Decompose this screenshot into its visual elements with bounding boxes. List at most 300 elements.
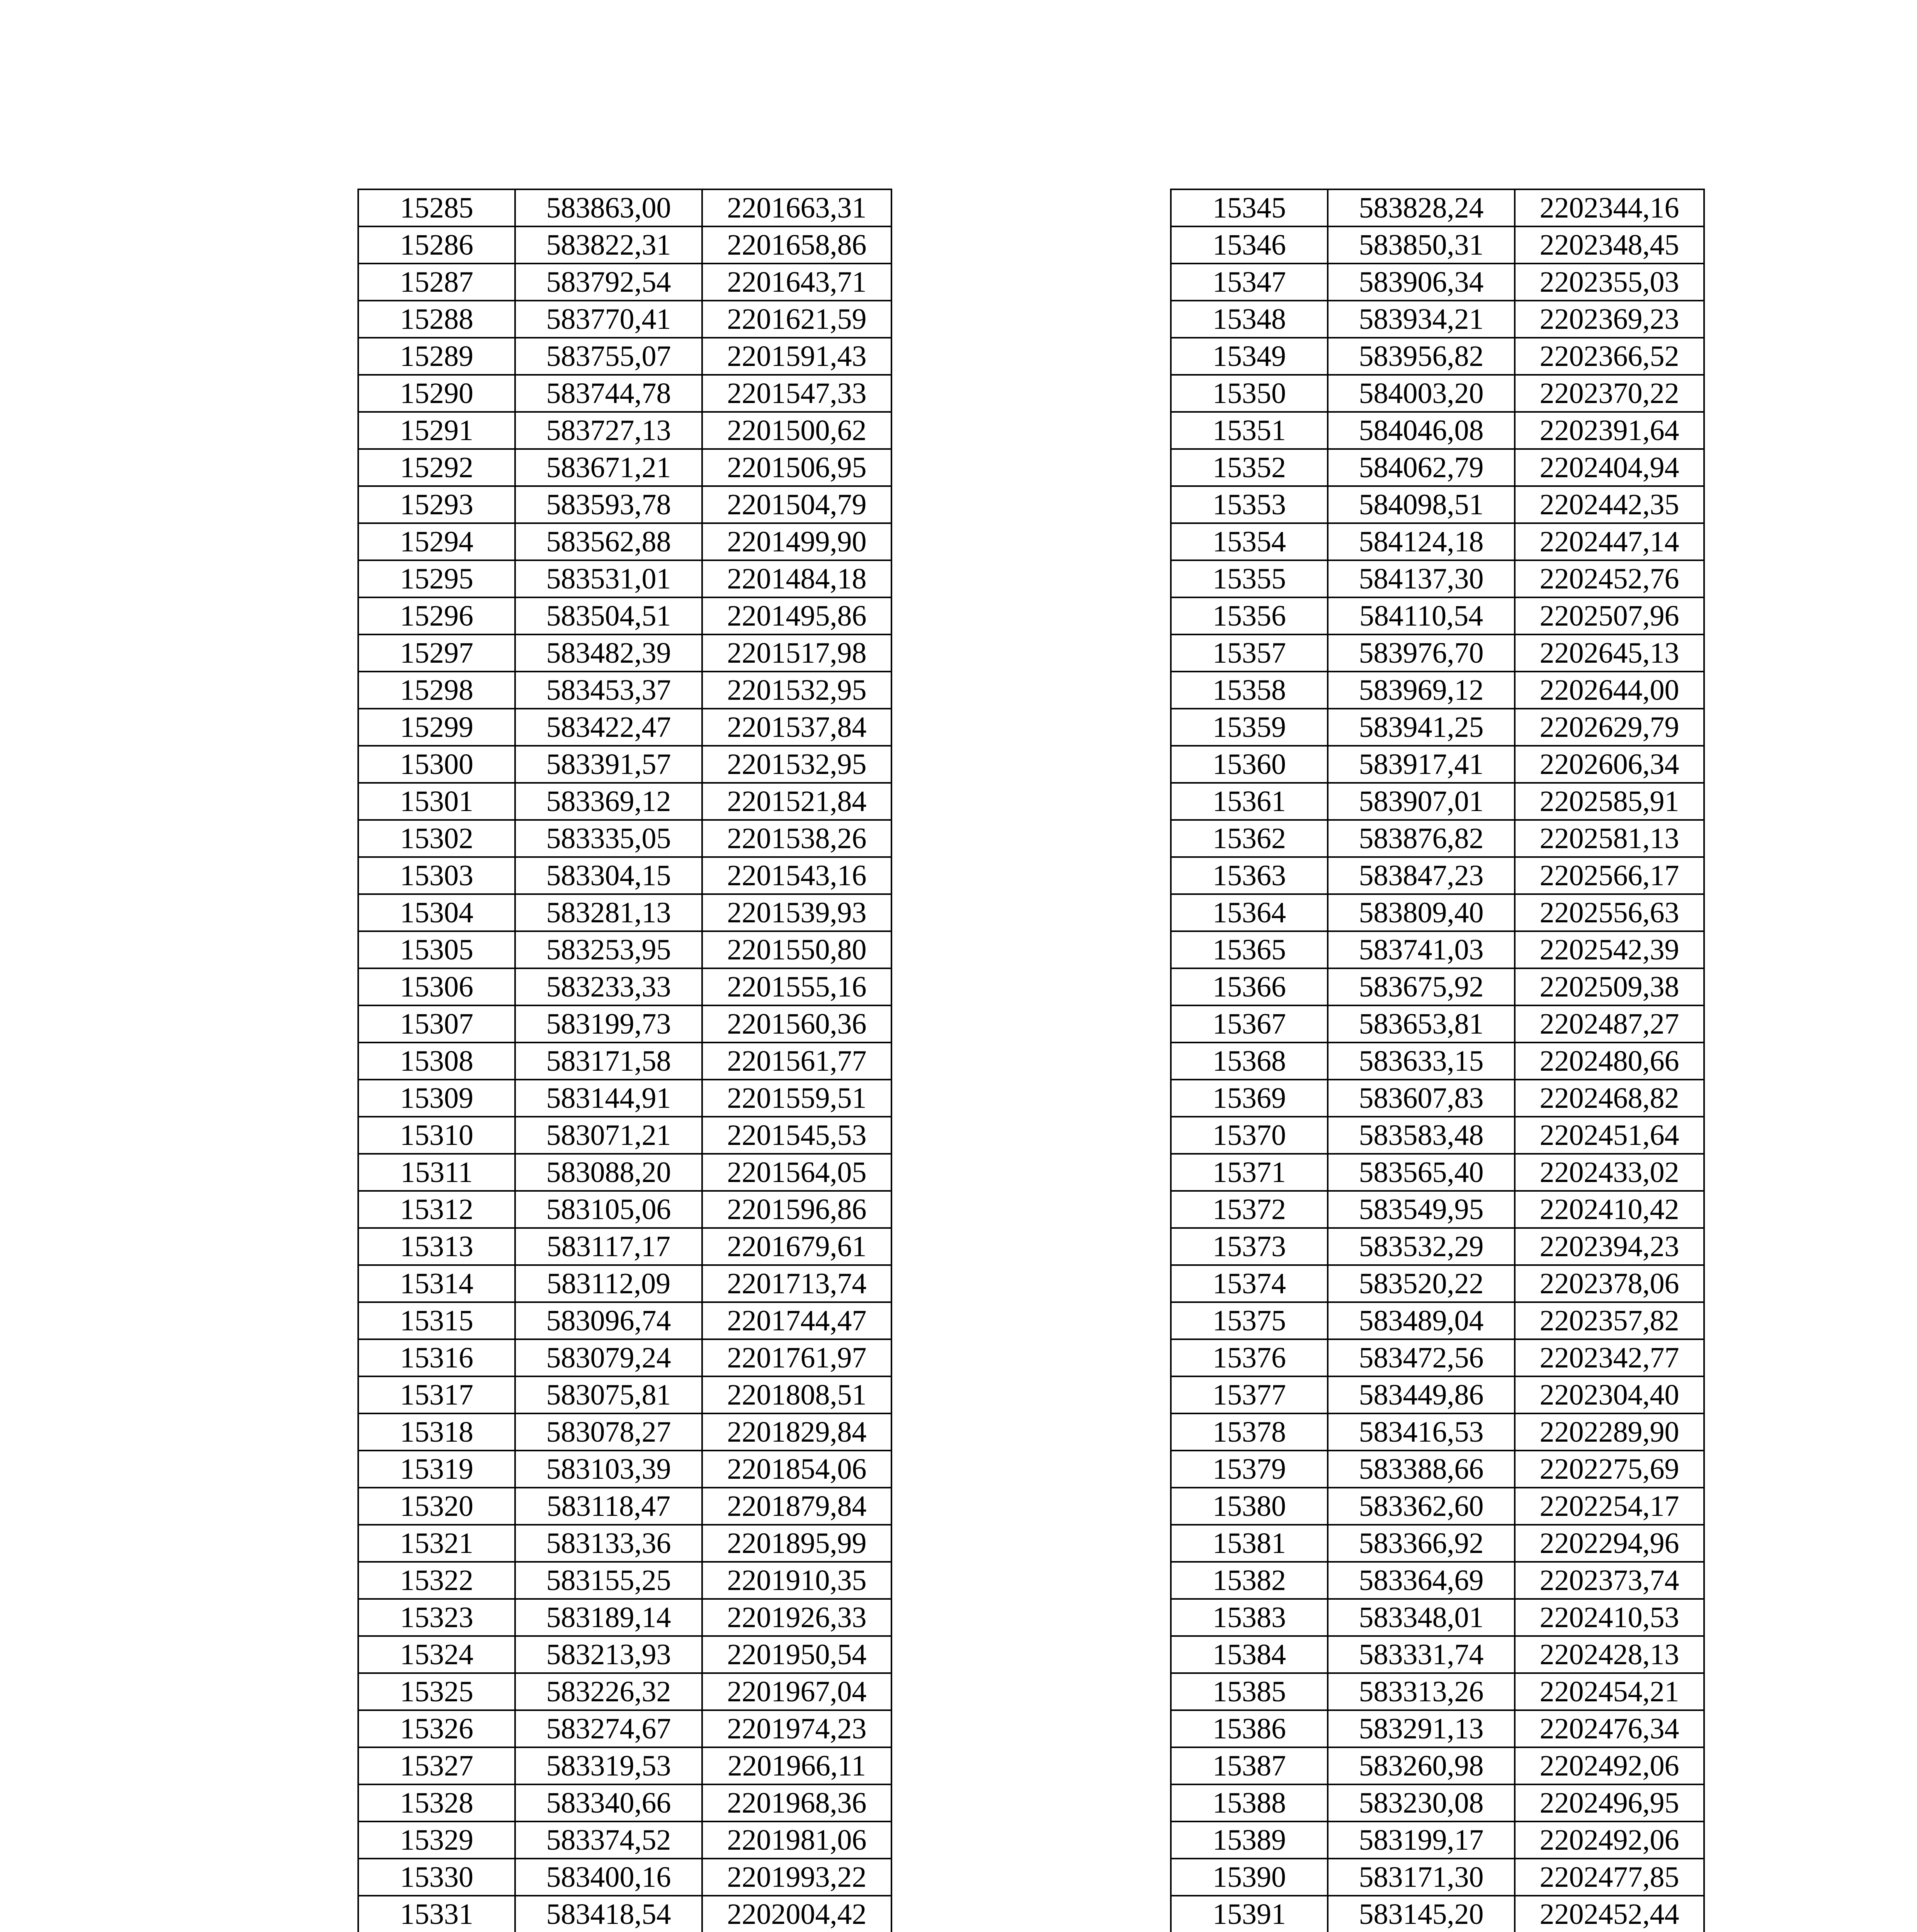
x-coordinate-cell: 583145,20 (1328, 1896, 1515, 1932)
point-number-cell: 15370 (1171, 1117, 1328, 1154)
y-coordinate-cell: 2201564,05 (702, 1154, 891, 1191)
y-coordinate-cell: 2201545,53 (702, 1117, 891, 1154)
x-coordinate-cell: 584046,08 (1328, 412, 1515, 449)
table-row (358, 375, 891, 412)
table-row (1171, 709, 1704, 746)
point-number-cell: 15349 (1171, 338, 1328, 375)
table-row (358, 1265, 891, 1302)
x-coordinate-cell: 583171,30 (1328, 1859, 1515, 1896)
table-row (358, 189, 891, 226)
x-coordinate-cell: 583260,98 (1328, 1747, 1515, 1784)
x-coordinate-cell: 583906,34 (1328, 264, 1515, 301)
y-coordinate-cell: 2202496,95 (1515, 1784, 1704, 1821)
x-coordinate-cell: 583744,78 (515, 375, 702, 412)
x-coordinate-cell: 583117,17 (515, 1228, 702, 1265)
x-coordinate-cell: 583133,36 (515, 1525, 702, 1562)
coordinates-table-left-body (358, 189, 891, 1932)
point-number-cell: 15372 (1171, 1191, 1328, 1228)
point-number-cell: 15365 (1171, 931, 1328, 968)
y-coordinate-cell: 2201591,43 (702, 338, 891, 375)
y-coordinate-cell: 2202629,79 (1515, 709, 1704, 746)
point-number-cell: 15387 (1171, 1747, 1328, 1784)
point-number-cell: 15359 (1171, 709, 1328, 746)
x-coordinate-cell: 583418,54 (515, 1896, 702, 1932)
table-row (358, 1043, 891, 1080)
y-coordinate-cell: 2202370,22 (1515, 375, 1704, 412)
y-coordinate-cell: 2202476,34 (1515, 1710, 1704, 1747)
x-coordinate-cell: 583171,58 (515, 1043, 702, 1080)
table-row (358, 1636, 891, 1673)
point-number-cell: 15352 (1171, 449, 1328, 486)
table-row (358, 1859, 891, 1896)
point-number-cell: 15294 (358, 523, 515, 560)
table-row (1171, 486, 1704, 523)
x-coordinate-cell: 584124,18 (1328, 523, 1515, 560)
point-number-cell: 15330 (358, 1859, 515, 1896)
y-coordinate-cell: 2201560,36 (702, 1005, 891, 1043)
y-coordinate-cell: 2201744,47 (702, 1302, 891, 1339)
y-coordinate-cell: 2201499,90 (702, 523, 891, 560)
x-coordinate-cell: 584137,30 (1328, 560, 1515, 597)
table-row (358, 709, 891, 746)
x-coordinate-cell: 583281,13 (515, 894, 702, 931)
point-number-cell: 15318 (358, 1413, 515, 1451)
y-coordinate-cell: 2202404,94 (1515, 449, 1704, 486)
x-coordinate-cell: 583504,51 (515, 597, 702, 634)
coordinates-table-left (357, 189, 892, 1932)
y-coordinate-cell: 2202378,06 (1515, 1265, 1704, 1302)
table-row (1171, 375, 1704, 412)
y-coordinate-cell: 2202289,90 (1515, 1413, 1704, 1451)
point-number-cell: 15347 (1171, 264, 1328, 301)
y-coordinate-cell: 2201713,74 (702, 1265, 891, 1302)
point-number-cell: 15388 (1171, 1784, 1328, 1821)
table-row (358, 1005, 891, 1043)
point-number-cell: 15322 (358, 1562, 515, 1599)
table-row (358, 1896, 891, 1932)
point-number-cell: 15367 (1171, 1005, 1328, 1043)
x-coordinate-cell: 583449,86 (1328, 1376, 1515, 1413)
y-coordinate-cell: 2201532,95 (702, 746, 891, 783)
x-coordinate-cell: 583071,21 (515, 1117, 702, 1154)
x-coordinate-cell: 583416,53 (1328, 1413, 1515, 1451)
x-coordinate-cell: 583607,83 (1328, 1080, 1515, 1117)
y-coordinate-cell: 2201993,22 (702, 1859, 891, 1896)
point-number-cell: 15366 (1171, 968, 1328, 1005)
table-row (1171, 1525, 1704, 1562)
x-coordinate-cell: 583096,74 (515, 1302, 702, 1339)
x-coordinate-cell: 583562,88 (515, 523, 702, 560)
table-row (1171, 783, 1704, 820)
point-number-cell: 15373 (1171, 1228, 1328, 1265)
table-row (358, 301, 891, 338)
x-coordinate-cell: 583755,07 (515, 338, 702, 375)
coordinates-table-right-body (1171, 189, 1704, 1932)
y-coordinate-cell: 2201679,61 (702, 1228, 891, 1265)
x-coordinate-cell: 583364,69 (1328, 1562, 1515, 1599)
x-coordinate-cell: 583489,04 (1328, 1302, 1515, 1339)
point-number-cell: 15292 (358, 449, 515, 486)
y-coordinate-cell: 2202509,38 (1515, 968, 1704, 1005)
point-number-cell: 15351 (1171, 412, 1328, 449)
x-coordinate-cell: 583253,95 (515, 931, 702, 968)
table-row (1171, 1302, 1704, 1339)
point-number-cell: 15297 (358, 634, 515, 672)
point-number-cell: 15355 (1171, 560, 1328, 597)
x-coordinate-cell: 583369,12 (515, 783, 702, 820)
x-coordinate-cell: 583549,95 (1328, 1191, 1515, 1228)
point-number-cell: 15293 (358, 486, 515, 523)
table-row (1171, 338, 1704, 375)
x-coordinate-cell: 583075,81 (515, 1376, 702, 1413)
table-row (358, 1413, 891, 1451)
y-coordinate-cell: 2201854,06 (702, 1451, 891, 1488)
point-number-cell: 15368 (1171, 1043, 1328, 1080)
x-coordinate-cell: 583532,29 (1328, 1228, 1515, 1265)
table-row (358, 523, 891, 560)
y-coordinate-cell: 2201926,33 (702, 1599, 891, 1636)
point-number-cell: 15358 (1171, 672, 1328, 709)
y-coordinate-cell: 2201550,80 (702, 931, 891, 968)
table-row (358, 672, 891, 709)
point-number-cell: 15290 (358, 375, 515, 412)
point-number-cell: 15354 (1171, 523, 1328, 560)
x-coordinate-cell: 583956,82 (1328, 338, 1515, 375)
table-row (1171, 1339, 1704, 1376)
y-coordinate-cell: 2201495,86 (702, 597, 891, 634)
y-coordinate-cell: 2202492,06 (1515, 1747, 1704, 1784)
x-coordinate-cell: 583453,37 (515, 672, 702, 709)
x-coordinate-cell: 583531,01 (515, 560, 702, 597)
table-row (358, 1525, 891, 1562)
table-row (1171, 1673, 1704, 1710)
point-number-cell: 15357 (1171, 634, 1328, 672)
point-number-cell: 15298 (358, 672, 515, 709)
point-number-cell: 15350 (1171, 375, 1328, 412)
y-coordinate-cell: 2202645,13 (1515, 634, 1704, 672)
table-row (358, 1673, 891, 1710)
table-row (358, 449, 891, 486)
table-row (1171, 1821, 1704, 1859)
x-coordinate-cell: 583230,08 (1328, 1784, 1515, 1821)
x-coordinate-cell: 583792,54 (515, 264, 702, 301)
point-number-cell: 15378 (1171, 1413, 1328, 1451)
table-row (1171, 1413, 1704, 1451)
point-number-cell: 15325 (358, 1673, 515, 1710)
x-coordinate-cell: 583340,66 (515, 1784, 702, 1821)
y-coordinate-cell: 2202556,63 (1515, 894, 1704, 931)
y-coordinate-cell: 2202644,00 (1515, 672, 1704, 709)
point-number-cell: 15383 (1171, 1599, 1328, 1636)
point-number-cell: 15320 (358, 1488, 515, 1525)
table-row (358, 1599, 891, 1636)
table-row (358, 1302, 891, 1339)
point-number-cell: 15382 (1171, 1562, 1328, 1599)
x-coordinate-cell: 583388,66 (1328, 1451, 1515, 1488)
x-coordinate-cell: 584098,51 (1328, 486, 1515, 523)
point-number-cell: 15289 (358, 338, 515, 375)
point-number-cell: 15291 (358, 412, 515, 449)
y-coordinate-cell: 2202294,96 (1515, 1525, 1704, 1562)
table-row (358, 1154, 891, 1191)
point-number-cell: 15377 (1171, 1376, 1328, 1413)
table-row (1171, 1376, 1704, 1413)
table-row (1171, 1747, 1704, 1784)
x-coordinate-cell: 583112,09 (515, 1265, 702, 1302)
point-number-cell: 15296 (358, 597, 515, 634)
table-row (358, 968, 891, 1005)
point-number-cell: 15316 (358, 1339, 515, 1376)
x-coordinate-cell: 583391,57 (515, 746, 702, 783)
table-row (1171, 523, 1704, 560)
coordinates-table-right (1170, 189, 1705, 1932)
y-coordinate-cell: 2201555,16 (702, 968, 891, 1005)
x-coordinate-cell: 583155,25 (515, 1562, 702, 1599)
y-coordinate-cell: 2201521,84 (702, 783, 891, 820)
y-coordinate-cell: 2202451,64 (1515, 1117, 1704, 1154)
table-row (358, 783, 891, 820)
table-row (1171, 412, 1704, 449)
y-coordinate-cell: 2201643,71 (702, 264, 891, 301)
point-number-cell: 15348 (1171, 301, 1328, 338)
table-row (358, 338, 891, 375)
point-number-cell: 15310 (358, 1117, 515, 1154)
table-row (1171, 1859, 1704, 1896)
y-coordinate-cell: 2201895,99 (702, 1525, 891, 1562)
point-number-cell: 15346 (1171, 226, 1328, 264)
x-coordinate-cell: 583078,27 (515, 1413, 702, 1451)
x-coordinate-cell: 583319,53 (515, 1747, 702, 1784)
x-coordinate-cell: 583079,24 (515, 1339, 702, 1376)
x-coordinate-cell: 583675,92 (1328, 968, 1515, 1005)
table-row (1171, 857, 1704, 894)
point-number-cell: 15326 (358, 1710, 515, 1747)
point-number-cell: 15345 (1171, 189, 1328, 226)
point-number-cell: 15371 (1171, 1154, 1328, 1191)
y-coordinate-cell: 2201663,31 (702, 189, 891, 226)
y-coordinate-cell: 2202410,42 (1515, 1191, 1704, 1228)
table-row (1171, 1451, 1704, 1488)
x-coordinate-cell: 583304,15 (515, 857, 702, 894)
x-coordinate-cell: 583850,31 (1328, 226, 1515, 264)
x-coordinate-cell: 583291,13 (1328, 1710, 1515, 1747)
x-coordinate-cell: 583313,26 (1328, 1673, 1515, 1710)
point-number-cell: 15362 (1171, 820, 1328, 857)
point-number-cell: 15307 (358, 1005, 515, 1043)
x-coordinate-cell: 583088,20 (515, 1154, 702, 1191)
y-coordinate-cell: 2201537,84 (702, 709, 891, 746)
y-coordinate-cell: 2201561,77 (702, 1043, 891, 1080)
y-coordinate-cell: 2202275,69 (1515, 1451, 1704, 1488)
point-number-cell: 15384 (1171, 1636, 1328, 1673)
x-coordinate-cell: 583671,21 (515, 449, 702, 486)
x-coordinate-cell: 583144,91 (515, 1080, 702, 1117)
y-coordinate-cell: 2202454,21 (1515, 1673, 1704, 1710)
y-coordinate-cell: 2202487,27 (1515, 1005, 1704, 1043)
x-coordinate-cell: 583565,40 (1328, 1154, 1515, 1191)
y-coordinate-cell: 2201966,11 (702, 1747, 891, 1784)
y-coordinate-cell: 2201504,79 (702, 486, 891, 523)
y-coordinate-cell: 2202566,17 (1515, 857, 1704, 894)
table-row (358, 1339, 891, 1376)
y-coordinate-cell: 2202355,03 (1515, 264, 1704, 301)
table-row (1171, 226, 1704, 264)
table-row (1171, 1636, 1704, 1673)
table-row (358, 486, 891, 523)
x-coordinate-cell: 583917,41 (1328, 746, 1515, 783)
y-coordinate-cell: 2201500,62 (702, 412, 891, 449)
y-coordinate-cell: 2201658,86 (702, 226, 891, 264)
x-coordinate-cell: 583103,39 (515, 1451, 702, 1488)
y-coordinate-cell: 2201539,93 (702, 894, 891, 931)
x-coordinate-cell: 583969,12 (1328, 672, 1515, 709)
x-coordinate-cell: 583199,17 (1328, 1821, 1515, 1859)
y-coordinate-cell: 2202254,17 (1515, 1488, 1704, 1525)
x-coordinate-cell: 584003,20 (1328, 375, 1515, 412)
point-number-cell: 15302 (358, 820, 515, 857)
x-coordinate-cell: 583976,70 (1328, 634, 1515, 672)
point-number-cell: 15389 (1171, 1821, 1328, 1859)
x-coordinate-cell: 584062,79 (1328, 449, 1515, 486)
point-number-cell: 15360 (1171, 746, 1328, 783)
table-row (1171, 672, 1704, 709)
point-number-cell: 15304 (358, 894, 515, 931)
x-coordinate-cell: 583233,33 (515, 968, 702, 1005)
point-number-cell: 15315 (358, 1302, 515, 1339)
table-row (1171, 1228, 1704, 1265)
y-coordinate-cell: 2202433,02 (1515, 1154, 1704, 1191)
y-coordinate-cell: 2201547,33 (702, 375, 891, 412)
y-coordinate-cell: 2201950,54 (702, 1636, 891, 1673)
table-row (1171, 1488, 1704, 1525)
x-coordinate-cell: 583335,05 (515, 820, 702, 857)
x-coordinate-cell: 583941,25 (1328, 709, 1515, 746)
y-coordinate-cell: 2201559,51 (702, 1080, 891, 1117)
table-row (358, 1488, 891, 1525)
x-coordinate-cell: 583593,78 (515, 486, 702, 523)
table-row (358, 1784, 891, 1821)
table-row (358, 1117, 891, 1154)
table-row (358, 746, 891, 783)
table-row (1171, 1191, 1704, 1228)
x-coordinate-cell: 583847,23 (1328, 857, 1515, 894)
x-coordinate-cell: 583633,15 (1328, 1043, 1515, 1080)
y-coordinate-cell: 2201596,86 (702, 1191, 891, 1228)
point-number-cell: 15386 (1171, 1710, 1328, 1747)
table-row (1171, 820, 1704, 857)
x-coordinate-cell: 583727,13 (515, 412, 702, 449)
point-number-cell: 15321 (358, 1525, 515, 1562)
table-row (1171, 189, 1704, 226)
y-coordinate-cell: 2202342,77 (1515, 1339, 1704, 1376)
table-row (358, 820, 891, 857)
y-coordinate-cell: 2202452,76 (1515, 560, 1704, 597)
point-number-cell: 15299 (358, 709, 515, 746)
point-number-cell: 15314 (358, 1265, 515, 1302)
table-row (1171, 1562, 1704, 1599)
y-coordinate-cell: 2202452,44 (1515, 1896, 1704, 1932)
point-number-cell: 15390 (1171, 1859, 1328, 1896)
y-coordinate-cell: 2201517,98 (702, 634, 891, 672)
table-row (358, 1191, 891, 1228)
y-coordinate-cell: 2202304,40 (1515, 1376, 1704, 1413)
y-coordinate-cell: 2202366,52 (1515, 338, 1704, 375)
point-number-cell: 15381 (1171, 1525, 1328, 1562)
y-coordinate-cell: 2202542,39 (1515, 931, 1704, 968)
y-coordinate-cell: 2202357,82 (1515, 1302, 1704, 1339)
point-number-cell: 15375 (1171, 1302, 1328, 1339)
y-coordinate-cell: 2202480,66 (1515, 1043, 1704, 1080)
x-coordinate-cell: 583374,52 (515, 1821, 702, 1859)
x-coordinate-cell: 583105,06 (515, 1191, 702, 1228)
table-row (358, 894, 891, 931)
table-row (1171, 1784, 1704, 1821)
point-number-cell: 15327 (358, 1747, 515, 1784)
x-coordinate-cell: 583422,47 (515, 709, 702, 746)
y-coordinate-cell: 2202344,16 (1515, 189, 1704, 226)
point-number-cell: 15353 (1171, 486, 1328, 523)
point-number-cell: 15303 (358, 857, 515, 894)
x-coordinate-cell: 583863,00 (515, 189, 702, 226)
x-coordinate-cell: 583366,92 (1328, 1525, 1515, 1562)
point-number-cell: 15329 (358, 1821, 515, 1859)
point-number-cell: 15313 (358, 1228, 515, 1265)
y-coordinate-cell: 2201543,16 (702, 857, 891, 894)
x-coordinate-cell: 583348,01 (1328, 1599, 1515, 1636)
x-coordinate-cell: 583189,14 (515, 1599, 702, 1636)
point-number-cell: 15361 (1171, 783, 1328, 820)
point-number-cell: 15300 (358, 746, 515, 783)
x-coordinate-cell: 583362,60 (1328, 1488, 1515, 1525)
table-row (1171, 560, 1704, 597)
y-coordinate-cell: 2202606,34 (1515, 746, 1704, 783)
point-number-cell: 15309 (358, 1080, 515, 1117)
table-row (1171, 894, 1704, 931)
x-coordinate-cell: 583809,40 (1328, 894, 1515, 931)
x-coordinate-cell: 584110,54 (1328, 597, 1515, 634)
point-number-cell: 15364 (1171, 894, 1328, 931)
point-number-cell: 15379 (1171, 1451, 1328, 1488)
point-number-cell: 15374 (1171, 1265, 1328, 1302)
y-coordinate-cell: 2201532,95 (702, 672, 891, 709)
table-row (358, 412, 891, 449)
point-number-cell: 15323 (358, 1599, 515, 1636)
point-number-cell: 15286 (358, 226, 515, 264)
x-coordinate-cell: 583400,16 (515, 1859, 702, 1896)
y-coordinate-cell: 2201761,97 (702, 1339, 891, 1376)
y-coordinate-cell: 2201538,26 (702, 820, 891, 857)
y-coordinate-cell: 2202373,74 (1515, 1562, 1704, 1599)
y-coordinate-cell: 2202585,91 (1515, 783, 1704, 820)
y-coordinate-cell: 2201879,84 (702, 1488, 891, 1525)
point-number-cell: 15311 (358, 1154, 515, 1191)
x-coordinate-cell: 583770,41 (515, 301, 702, 338)
point-number-cell: 15385 (1171, 1673, 1328, 1710)
y-coordinate-cell: 2202369,23 (1515, 301, 1704, 338)
point-number-cell: 15376 (1171, 1339, 1328, 1376)
table-row (358, 597, 891, 634)
x-coordinate-cell: 583213,93 (515, 1636, 702, 1673)
x-coordinate-cell: 583199,73 (515, 1005, 702, 1043)
point-number-cell: 15356 (1171, 597, 1328, 634)
table-row (1171, 264, 1704, 301)
y-coordinate-cell: 2202442,35 (1515, 486, 1704, 523)
table-row (358, 1228, 891, 1265)
x-coordinate-cell: 583482,39 (515, 634, 702, 672)
x-coordinate-cell: 583472,56 (1328, 1339, 1515, 1376)
y-coordinate-cell: 2201621,59 (702, 301, 891, 338)
point-number-cell: 15369 (1171, 1080, 1328, 1117)
